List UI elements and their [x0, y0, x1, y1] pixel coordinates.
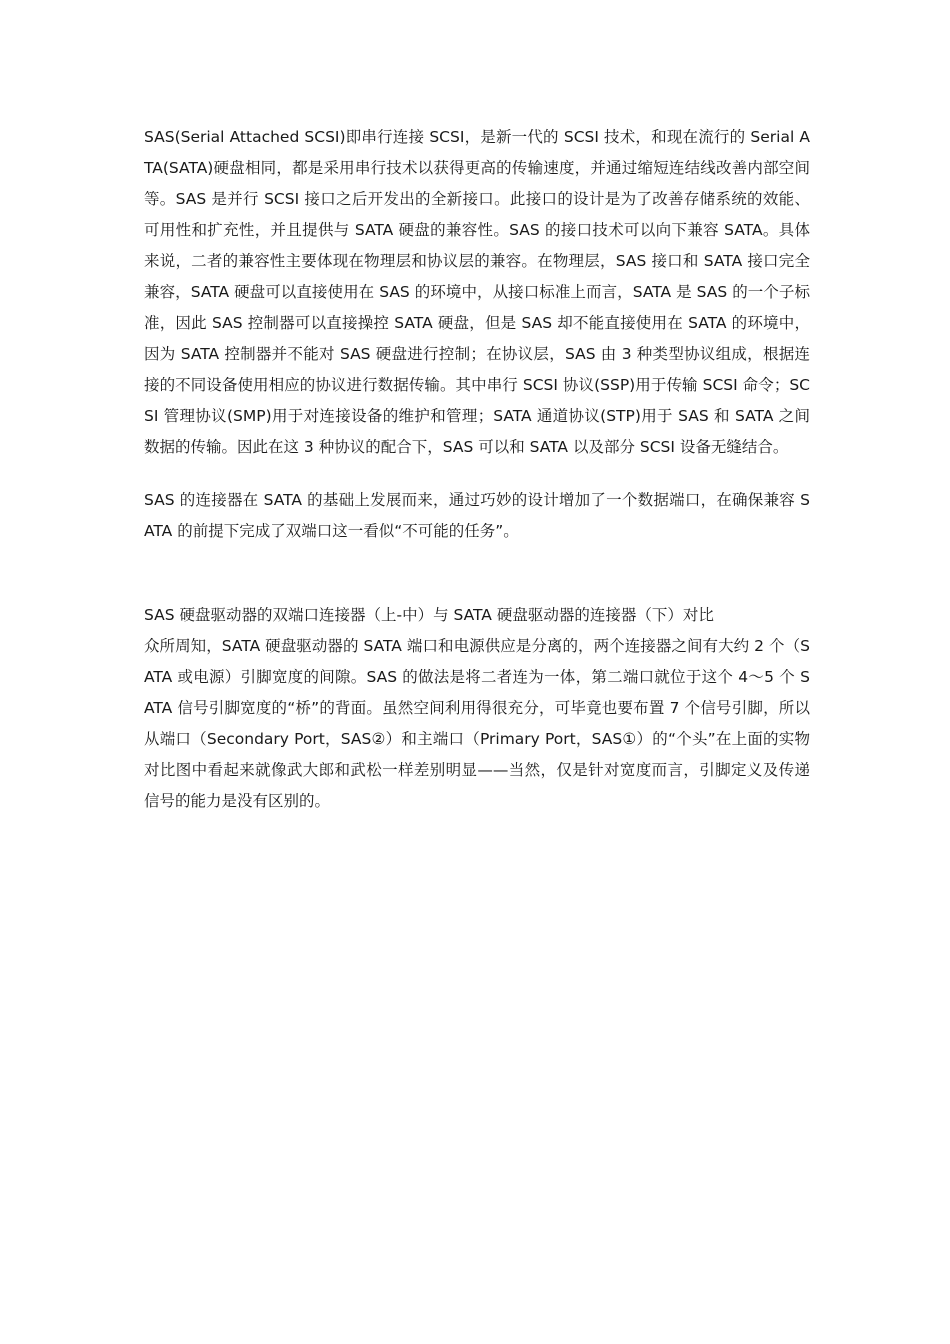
paragraph-sas-intro: SAS(Serial Attached SCSI)即串行连接 SCSI，是新一代的 SCSI 技术，和现在流行的 Serial ATA(SATA)硬盘相同，都是采用串行技术以获得更高的传输速度，并通过缩短连结线改善内部空间等。SAS 是并行 SCSI 接口之后开发出的全新接口。此接口的设计是为了改善存储系统的效能、可用性和扩充性，并且提供与 SATA 硬盘的兼容性。SAS 的接口技术可以向下兼容 SATA。具体来说，二者的兼容性主要体现在物理层和协议层的兼容。在物理层，SAS 接口和 SATA 接口完全兼容，SATA 硬盘可以直接使用在 SAS 的环境中，从接口标准上而言，SATA 是 SAS 的一个子标准，因此 SAS 控制器可以直接操控 SATA 硬盘，但是 SAS 却不能直接使用在 SATA 的环境中，因为 SATA 控制器并不能对 SAS 硬盘进行控制；在协议层，SAS 由 3 种类型协议组成，根据连接的不同设备使用相应的协议进行数据传输。其中串行 SCSI 协议(SSP)用于传输 SCSI 命令；SCSI 管理协议(SMP)用于对连接设备的维护和管理；SATA 通道协议(STP)用于 SAS 和 SATA 之间数据的传输。因此在这 3 种协议的配合下，SAS 可以和 SATA 以及部分 SCSI 设备无缝结合。 [144, 128, 810, 456]
document-body [144, 122, 810, 817]
figure-caption: SAS 硬盘驱动器的双端口连接器（上-中）与 SATA 硬盘驱动器的连接器（下）对比 [144, 606, 714, 624]
paragraph-sas-connector: SAS 的连接器在 SATA 的基础上发展而来，通过巧妙的设计增加了一个数据端口，在确保兼容 SATA 的前提下完成了双端口这一看似“不可能的任务”。 [144, 491, 810, 540]
paragraph-port-comparison: 众所周知，SATA 硬盘驱动器的 SATA 端口和电源供应是分离的，两个连接器之间有大约 2 个（SATA 或电源）引脚宽度的间隙。SAS 的做法是将二者连为一体，第二端口就位于这个 4～5 个 SATA 信号引脚宽度的“桥”的背面。虽然空间利用得很充分，可毕竟也要布置 7 个信号引脚，所以从端口（Secondary Port，SAS②）和主端口（Primary Port，SAS①）的“个头”在上面的实物对比图中看起来就像武大郎和武松一样差别明显——当然，仅是针对宽度而言，引脚定义及传递信号的能力是没有区别的。 [144, 637, 810, 810]
